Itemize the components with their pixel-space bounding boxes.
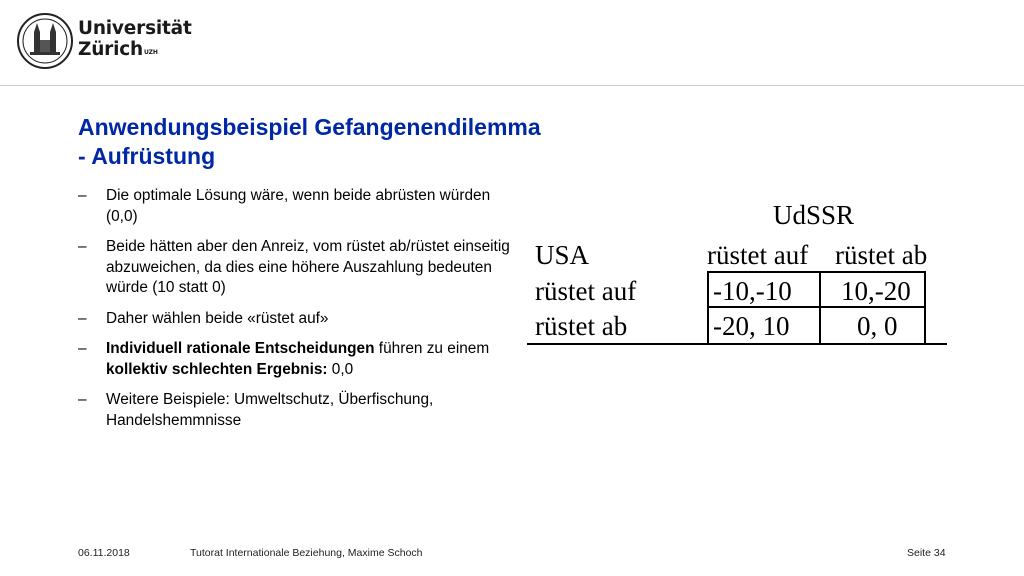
bullet-text: führen zu einem — [374, 340, 490, 357]
payoff-cell-1-1: -10,-10 — [713, 276, 792, 306]
university-name — [78, 18, 192, 60]
slide-title-line2: - Aufrüstung — [78, 143, 216, 169]
bullet-text: Daher wählen beide «rüstet auf» — [106, 309, 329, 327]
bullet-item — [78, 339, 518, 380]
bullet-item — [78, 309, 518, 330]
bullet-dash: – — [78, 340, 87, 357]
matrix-center-divider — [819, 271, 821, 345]
university-seal-icon — [16, 12, 74, 70]
bullet-text: Die optimale Lösung wäre, wenn beide abrüsten würden (0,0) — [106, 187, 491, 225]
bullet-list — [78, 186, 518, 441]
bullet-dash: – — [78, 187, 87, 204]
university-abbrev: UZH — [144, 49, 158, 56]
footer-date: 06.11.2018 — [78, 547, 130, 559]
column-player-label: UdSSR — [773, 200, 855, 230]
slide-title-line1: Anwendungsbeispiel Gefangenendilemma — [78, 114, 541, 140]
university-name-line1: Universität — [78, 18, 192, 39]
payoff-matrix — [527, 200, 947, 350]
column-header-2: rüstet ab — [835, 240, 928, 270]
row-header-2: rüstet ab — [535, 311, 628, 341]
payoff-cell-2-2: 0, 0 — [857, 311, 898, 341]
bullet-item — [78, 237, 518, 299]
bullet-text: Beide hätten aber den Anreiz, vom rüstet ab/rüstet einseitig abzuweichen, da dies eine höhere Auszahlung bedeuten würde (10 statt 0) — [106, 238, 510, 296]
header-divider — [0, 85, 1024, 86]
row-player-label: USA — [535, 240, 590, 270]
bullet-dash: – — [78, 391, 87, 408]
matrix-top-border — [707, 271, 926, 273]
footer-page-number: Seite 34 — [907, 547, 946, 559]
bullet-item — [78, 390, 518, 431]
slide-title — [78, 113, 541, 171]
footer-title: Tutorat Internationale Beziehung, Maxime Schoch — [190, 547, 423, 559]
column-header-1: rüstet auf — [707, 240, 809, 270]
bullet-text-bold: kollektiv schlechten Ergebnis: — [106, 360, 328, 378]
matrix-right-border — [924, 271, 926, 345]
payoff-cell-1-2: 10,-20 — [841, 276, 911, 306]
payoff-cell-2-1: -20, 10 — [713, 311, 790, 341]
matrix-middle-border — [707, 306, 926, 308]
bullet-text-bold: Individuell rationale Entscheidungen — [106, 340, 375, 357]
bullet-text: Weitere Beispiele: Umweltschutz, Überfischung, Handelshemmnisse — [106, 391, 434, 429]
matrix-bottom-border — [527, 343, 947, 345]
bullet-dash: – — [78, 309, 87, 327]
university-name-line2 — [78, 39, 192, 60]
matrix-left-border — [707, 271, 709, 345]
uzh-logo — [16, 12, 192, 72]
bullet-text: 0,0 — [327, 360, 354, 378]
bullet-item — [78, 186, 518, 227]
university-city: Zürich — [78, 39, 143, 60]
row-header-1: rüstet auf — [535, 276, 637, 306]
bullet-dash: – — [78, 238, 87, 255]
